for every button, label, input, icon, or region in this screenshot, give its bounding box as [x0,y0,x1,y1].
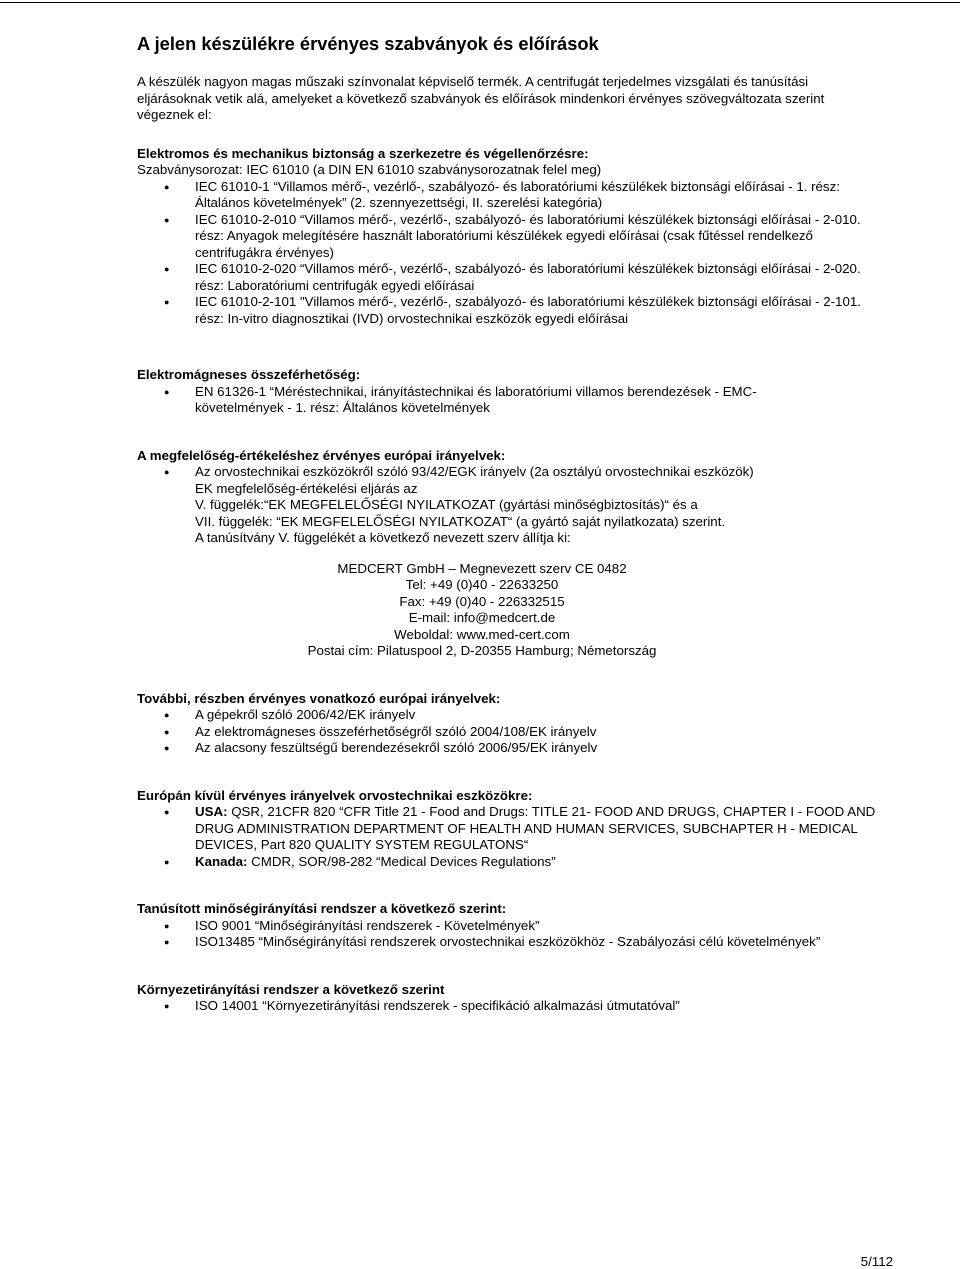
item-text: QSR, 21CFR 820 “CFR Title 21 - Food and Drugs: TITLE 21- FOOD AND DRUGS, CHAPTER I - FOOD AND DRUG ADMINISTRATION DEPARTMENT OF HEALTH AND HUMAN SERVICES, SUBCHAPTER H - MEDICAL DEVICES, Part 820 QUALITY SYSTEM REGULATONS“ [195,804,876,852]
list-item [137,854,883,871]
standards-list [137,998,883,1015]
list-item: ● IEC 61010-2-020 “Villamos mérő-, vezérlő-, szabályozó- és laboratóriumi készülékek biztonsági előírásai - 2-020. rész: Laboratóriumi centrifugák egyedi előírásai [137,261,883,294]
page-content [137,33,883,1046]
standards-list [137,384,883,417]
top-border-line [0,2,960,3]
section-electrical-safety [137,146,883,328]
list-item: ● Az alacsony feszültségű berendezésekről szóló 2006/95/EK irányelv [137,740,883,757]
address-line: Postai cím: Pilatuspool 2, D-20355 Hamburg; Németország [307,643,657,658]
section-title: Tanúsított minőségirányítási rendszer a következő szerint: [137,901,507,916]
address-line: Fax: +49 (0)40 - 226332515 [399,593,565,609]
section-title: További, részben érvényes vonatkozó európai irányelvek: [137,690,501,706]
section-title: Elektromos és mechanikus biztonság a szerkezetre és végellenőrzésre: [137,145,589,161]
item-line: VII. függelék: “EK MEGFELELŐSÉGI NYILATKOZAT“ (a gyártó saját nyilatkozata) szerint. [195,513,726,529]
section-other-directives [137,691,883,757]
list-item: ● ISO13485 “Minőségirányítási rendszerek orvostechnikai eszközökhöz - Szabályozási célú követelmények” [137,934,883,951]
list-item: ● ISO 9001 “Minőségirányítási rendszerek - Követelmények” [137,918,883,935]
item-line: A tanúsítvány V. függelékét a következő nevezett szerv állítja ki: [195,530,571,545]
section-environmental-management [137,982,883,1015]
standards-list [137,918,883,951]
intro-paragraph: A készülék nagyon magas műszaki színvonalat képviselő termék. A centrifugát terjedelmes vizsgálati és tanúsítási eljárásoknak vetik alá, amelyeket a következő szabványok és előírások mindenkori érvényes szövegváltozata szerint végeznek el: [137,74,825,122]
page-title: A jelen készülékre érvényes szabványok és előírások [137,33,599,54]
list-item: ● EN 61326-1 “Méréstechnikai, irányítástechnikai és laboratóriumi villamos berendezések - EMC-követelmények - 1. rész: Általános követelmények [137,384,883,417]
list-item: ● IEC 61010-2-101 "Villamos mérő-, vezérlő-, szabályozó- és laboratóriumi készülékek biztonsági előírásai - 2-101. rész: In-vitro diagnosztikai (IVD) orvostechnikai eszközök egyedi előírásai [137,294,883,327]
list-item: ● Az elektromágneses összeférhetőségről szóló 2004/108/EK irányelv [137,724,883,741]
item-label: Kanada: [195,853,248,869]
section-eu-directives [137,448,883,660]
directives-list [137,464,883,660]
address-line: MEDCERT GmbH – Megnevezett szerv CE 0482 [337,560,627,576]
section-title: A megfelelőség-értékeléshez érvényes európai irányelvek: [137,447,506,463]
section-subtitle: Szabványsorozat: IEC 61010 (a DIN EN 61010 szabványsorozatnak felel meg) [137,162,602,177]
list-item: ● A gépekről szóló 2006/42/EK irányelv [137,707,883,724]
item-text: CMDR, SOR/98-282 “Medical Devices Regulations” [247,853,556,869]
directives-list [137,804,883,870]
address-line: E-mail: info@medcert.de [408,610,556,625]
notified-body-address [252,561,712,660]
page-number: 5/112 [860,1254,893,1269]
list-item [137,464,883,660]
item-label: USA: [195,804,228,819]
item-line: EK megfelelőség-értékelési eljárás az [195,480,418,496]
list-item: ● ISO 14001 “Környezetirányítási rendszerek - specifikáció alkalmazási útmutatóval” [137,998,883,1015]
item-line: V. függelék:“EK MEGFELELŐSÉGI NYILATKOZAT (gyártási minőségbiztosítás)“ és a [195,497,698,512]
list-item [137,804,883,854]
address-line: Weboldal: www.med-cert.com [394,626,570,642]
section-non-eu [137,788,883,871]
section-emc [137,367,883,417]
list-item: ● IEC 61010-2-010 “Villamos mérő-, vezérlő-, szabályozó- és laboratóriumi készülékek biztonsági előírásai - 2-010. rész: Anyagok melegítésére használt laboratóriumi készülékek egyedi előírásai (csak fűtéssel rendelkező centrifugákra érvényes) [137,212,883,262]
section-title: Elektromágneses összeférhetőség: [137,367,361,382]
section-title: Környezetirányítási rendszer a következő szerint [137,981,445,997]
address-line: Tel: +49 (0)40 - 22633250 [405,577,559,592]
list-item: ● IEC 61010-1 “Villamos mérő-, vezérlő-, szabályozó- és laboratóriumi készülékek biztonsági előírásai - 1. rész: Általános követelmények” (2. szennyezettségi, II. szerelési kategória) [137,179,883,212]
section-title: Európán kívül érvényes irányelvek orvostechnikai eszközökre: [137,787,533,803]
standards-list [137,179,883,328]
item-line: ● Az orvostechnikai eszközökről szóló 93/42/EGK irányelv (2a osztályú orvostechnikai eszközök) [195,464,754,479]
section-quality-management [137,901,883,951]
directives-list [137,707,883,757]
